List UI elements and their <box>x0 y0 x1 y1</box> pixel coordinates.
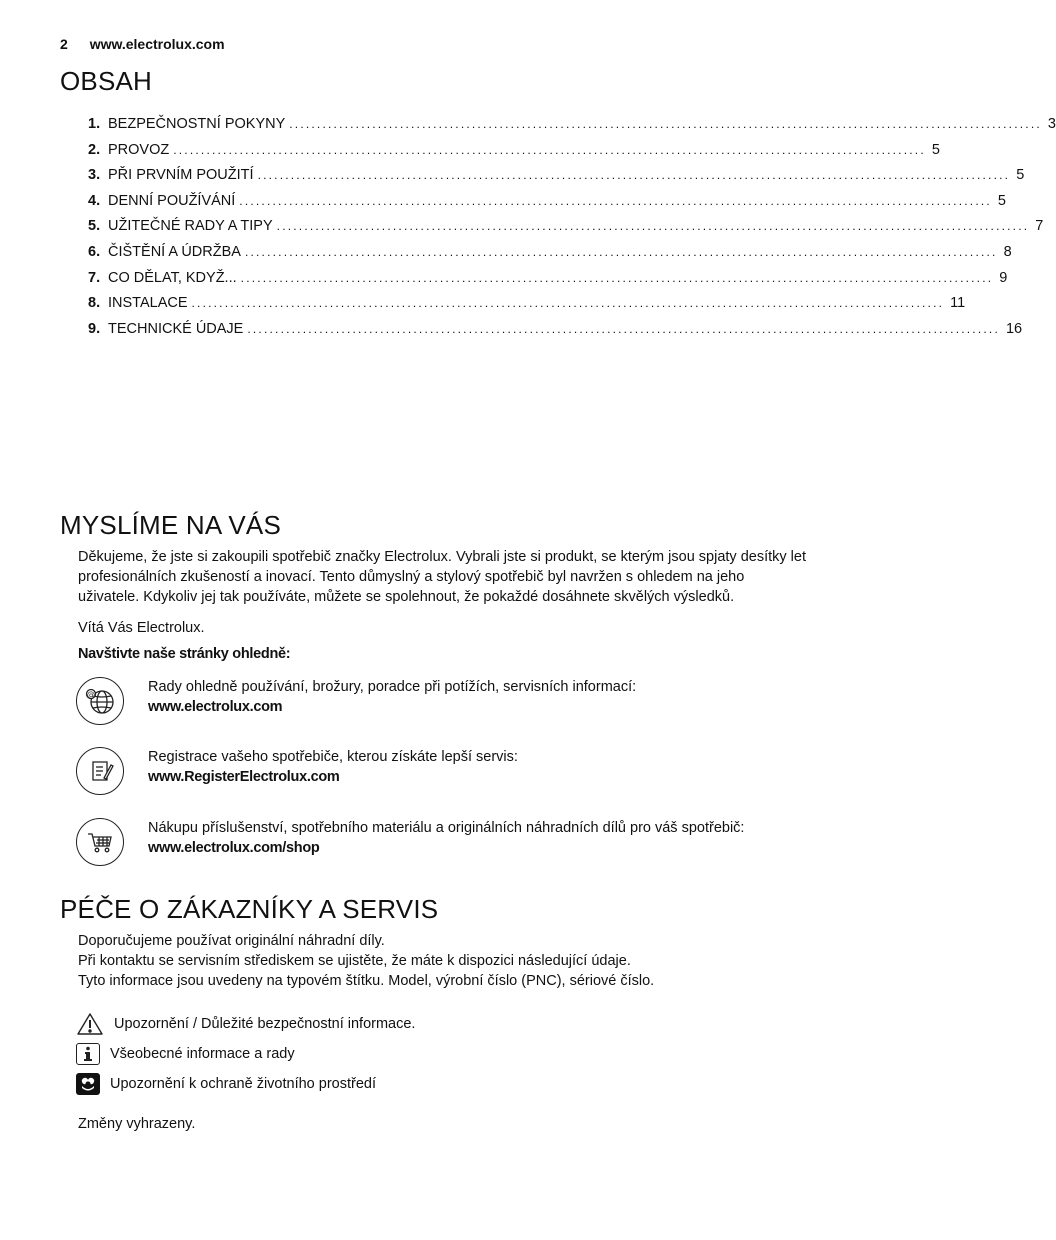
legend-info <box>76 1041 295 1067</box>
toc-item-number: 4. <box>88 192 101 209</box>
toc-item-label: CO DĚLAT, KDYŽ... <box>108 269 237 286</box>
info-icon <box>76 1043 100 1065</box>
toc-item[interactable] <box>88 141 940 168</box>
toc-item-label: BEZPEČNOSTNÍ POKYNY <box>108 116 286 132</box>
toc-item[interactable] <box>88 243 1012 270</box>
customer-care-title: PÉČE O ZÁKAZNÍKY A SERVIS <box>60 894 439 924</box>
site-text: Registrace vašeho spotřebiče, kterou získáte lepší servis: <box>148 749 518 765</box>
toc-leader-dots: ........................................................................................................................................ <box>240 270 994 285</box>
environment-icon <box>76 1073 100 1095</box>
welcome-text: Vítá Vás Electrolux. <box>78 620 205 636</box>
toc-item-page: 5 <box>1016 167 1025 184</box>
toc-item-label: DENNÍ POUŽÍVÁNÍ <box>108 192 236 209</box>
toc-item-label: TECHNICKÉ ÚDAJE <box>108 320 244 337</box>
toc-item-number: 5. <box>88 218 101 235</box>
site-row-registration <box>76 747 836 803</box>
toc-item[interactable] <box>88 218 1044 244</box>
toc-leader-dots: ........................................................................................................................................ <box>191 296 945 311</box>
care-paragraph <box>78 931 838 991</box>
legend-environment <box>76 1071 376 1097</box>
toc-leader-dots: ........................................................................................................................................ <box>276 219 1030 234</box>
site-link[interactable]: www.electrolux.com <box>148 699 283 715</box>
toc-item-page: 8 <box>1003 243 1012 260</box>
toc-item-page: 5 <box>931 141 940 158</box>
toc-item-number: 9. <box>88 320 101 337</box>
toc-item-number: 7. <box>88 269 101 286</box>
toc-item-number: 1. <box>88 116 101 132</box>
intro-paragraph <box>78 547 838 607</box>
svg-text:@: @ <box>87 690 95 699</box>
site-text: Rady ohledně používání, brožury, poradce při potížích, servisních informací: <box>148 679 637 695</box>
legend-text: Upozornění / Důležité bezpečnostní informace. <box>114 1016 416 1032</box>
toc-title: OBSAH <box>60 66 153 96</box>
thinking-of-you-title: MYSLÍME NA VÁS <box>60 510 281 540</box>
toc-item-page: 3 <box>1047 116 1056 132</box>
toc-item[interactable] <box>88 192 1006 219</box>
toc-item-page: 11 <box>950 295 966 312</box>
toc-item-label: PROVOZ <box>108 141 170 158</box>
care-line: Při kontaktu se servisním střediskem se ujistěte, že máte k dispozici následující údaje. <box>78 953 631 969</box>
toc-item[interactable] <box>88 320 1023 347</box>
toc-item-label: INSTALACE <box>108 295 188 312</box>
site-row-support <box>76 677 836 733</box>
toc-item-number: 8. <box>88 295 101 312</box>
registration-icon <box>76 747 124 795</box>
site-row-shop <box>76 818 836 874</box>
care-line: Tyto informace jsou uvedeny na typovém štítku. Model, výrobní číslo (PNC), sériové číslo. <box>78 973 655 989</box>
toc-leader-dots: ........................................................................................................................................ <box>244 244 998 259</box>
intro-line: profesionálních zkušeností a inovací. Tento důmyslný a stylový spotřebič byl navržen s ohledem na jeho <box>78 569 745 585</box>
care-line: Doporučujeme používat originální náhradní díly. <box>78 933 385 949</box>
page-number: 2 <box>60 36 68 52</box>
toc-item[interactable] <box>88 167 1025 193</box>
page-header <box>60 36 225 52</box>
warning-icon <box>76 1012 104 1036</box>
toc-leader-dots: ........................................................................................................................................ <box>289 117 1042 131</box>
toc-leader-dots: ........................................................................................................................................ <box>247 321 1000 336</box>
toc-item-label: ČIŠTĚNÍ A ÚDRŽBA <box>108 243 241 260</box>
intro-line: Děkujeme, že jste si zakoupili spotřebič značky Electrolux. Vybrali jste si produkt, se kterým jsou spjaty desítky let <box>78 549 806 565</box>
changes-reserved-note: Změny vyhrazeny. <box>78 1116 196 1132</box>
toc-item-page: 9 <box>999 269 1008 286</box>
legend-warning <box>76 1011 415 1037</box>
toc-item-page: 7 <box>1035 218 1044 235</box>
toc-item[interactable] <box>88 269 1008 296</box>
toc-item-label: PŘI PRVNÍM POUŽITÍ <box>108 167 254 184</box>
site-link[interactable]: www.electrolux.com/shop <box>148 840 320 856</box>
site-description <box>148 747 518 787</box>
site-text: Nákupu příslušenství, spotřebního materiálu a originálních náhradních dílů pro váš spotřebič: <box>148 820 745 836</box>
shopping-cart-icon <box>76 818 124 866</box>
toc-leader-dots: ........................................................................................................................................ <box>173 142 926 157</box>
toc-leader-dots: ........................................................................................................................................ <box>257 168 1011 183</box>
toc-leader-dots: ........................................................................................................................................ <box>239 193 992 208</box>
toc-item-number: 3. <box>88 167 101 184</box>
toc-item[interactable] <box>88 295 966 321</box>
site-description <box>148 818 744 858</box>
globe-icon <box>76 677 124 725</box>
legend-text: Všeobecné informace a rady <box>110 1046 295 1062</box>
visit-label: Navštivte naše stránky ohledně: <box>78 646 291 662</box>
toc-item-page: 16 <box>1005 320 1023 337</box>
legend-text: Upozornění k ochraně životního prostředí <box>110 1076 376 1092</box>
toc-item[interactable] <box>88 116 1056 142</box>
intro-line: uživatele. Kdykoliv jej tak používáte, můžete se spolehnout, že pokaždé dosáhnete skvělých výsledků. <box>78 589 735 605</box>
table-of-contents <box>88 116 1056 346</box>
toc-item-label: UŽITEČNÉ RADY A TIPY <box>108 218 273 235</box>
header-website[interactable]: www.electrolux.com <box>89 36 225 52</box>
toc-item-number: 2. <box>88 141 101 158</box>
toc-item-page: 5 <box>997 192 1006 209</box>
site-link[interactable]: www.RegisterElectrolux.com <box>148 769 340 785</box>
toc-item-number: 6. <box>88 243 101 260</box>
site-description <box>148 677 636 717</box>
